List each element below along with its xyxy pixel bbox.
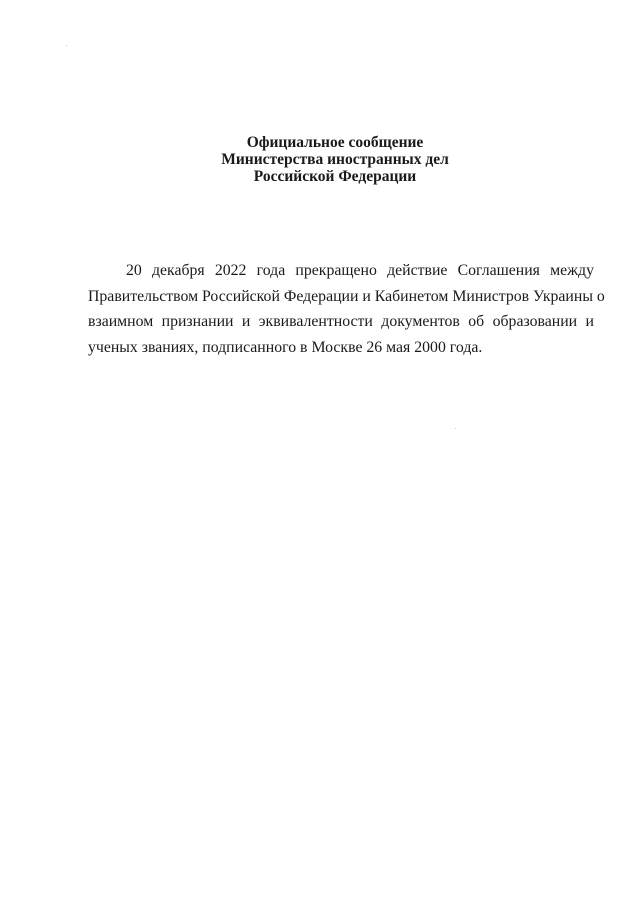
heading-line-3: Российской Федерации: [253, 168, 417, 185]
heading-line-1: Официальное сообщение: [246, 134, 424, 151]
body-paragraph: [88, 258, 605, 360]
paragraph-line-1: 20 декабря 2022 года прекращено действие Соглашения между: [126, 262, 594, 279]
scan-speck: [66, 45, 67, 46]
paragraph-line-2: Правительством Российской Федерации и Кабинетом Министров Украины о: [88, 287, 605, 305]
paragraph-line-3: взаимном признании и эквивалентности документов об образовании и: [88, 313, 594, 330]
heading-line-2: Министерства иностранных дел: [221, 151, 449, 168]
scan-speck: [455, 428, 456, 429]
paragraph-line-4: ученых званиях, подписанного в Москве 26 мая 2000 года.: [88, 338, 483, 356]
document-heading: [0, 134, 640, 185]
